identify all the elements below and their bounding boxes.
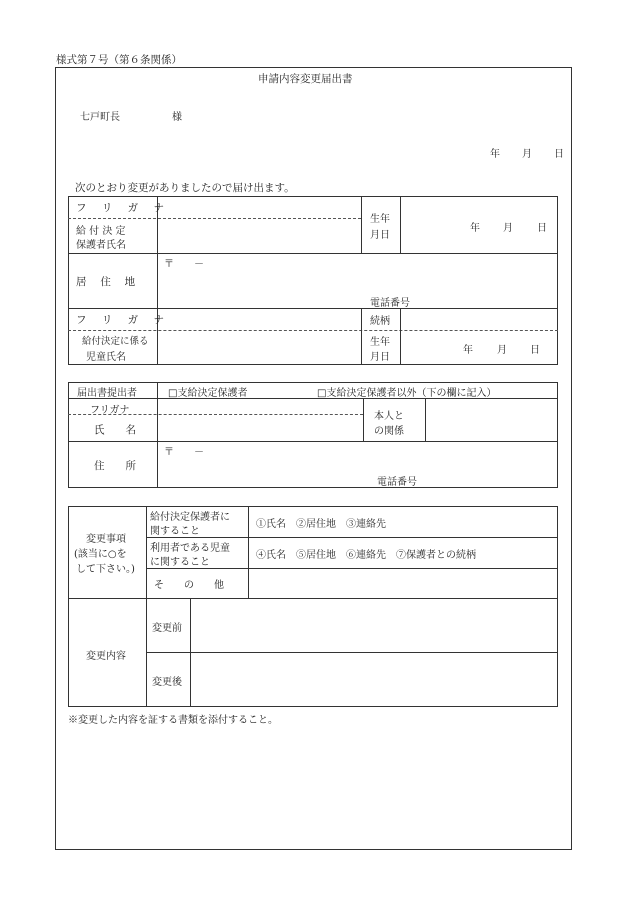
after-label: 変更後 — [152, 677, 182, 688]
submitter-address-label: 住 所 — [94, 460, 136, 472]
guardian-birth-year[interactable]: 年 — [470, 223, 480, 234]
address-postal[interactable]: 〒 － — [164, 259, 204, 270]
intro-text: 次のとおり変更がありましたので届け出ます。 — [75, 182, 295, 194]
child-birth-label-2: 月日 — [370, 352, 390, 363]
child-birth-day[interactable]: 日 — [530, 345, 540, 356]
child-furigana-label: フ リ ガ ナ — [76, 314, 171, 326]
birth-label-1: 生年 — [370, 214, 390, 225]
guardian-label-1: 給 付 決 定 — [76, 226, 126, 237]
child-change-label-2: に関すること — [150, 557, 210, 568]
submitter-option-other[interactable]: □支給決定保護者以外（下の欄に記入） — [317, 388, 497, 399]
change-content-label: 変更内容 — [86, 651, 126, 662]
submitter-label: 届出書提出者 — [77, 388, 137, 399]
child-birth-year[interactable]: 年 — [463, 345, 473, 356]
other-label: そ の 他 — [154, 580, 224, 591]
address-label: 居 住 地 — [76, 276, 136, 288]
child-birth-month[interactable]: 月 — [497, 345, 507, 356]
before-label: 変更前 — [152, 623, 182, 634]
addressee-name: 七戸町長 — [80, 112, 120, 123]
submitter-postal[interactable]: 〒 － — [164, 447, 204, 458]
addressee-honorific: 様 — [172, 112, 182, 123]
submitter-furigana-label: フリガナ — [90, 405, 130, 416]
relation-label: 続柄 — [370, 316, 390, 327]
date-day[interactable]: 日 — [554, 149, 564, 160]
date-month[interactable]: 月 — [522, 149, 532, 160]
guardian-birth-day[interactable]: 日 — [537, 223, 547, 234]
form-number: 様式第７号（第６条関係） — [56, 54, 182, 66]
submitter-option-guardian[interactable]: □支給決定保護者 — [168, 388, 248, 399]
guardian-change-options[interactable]: ①氏名 ②居住地 ③連絡先 — [256, 519, 386, 530]
submitter-phone-label: 電話番号 — [377, 477, 417, 488]
child-label-2: 児童氏名 — [86, 352, 126, 363]
child-birth-label-1: 生年 — [370, 337, 390, 348]
form-title: 申請内容変更届出書 — [258, 73, 353, 85]
change-items-label-2: (該当に○を — [74, 549, 127, 560]
footnote: ※変更した内容を証する書類を添付すること。 — [68, 715, 278, 726]
child-change-label-1: 利用者である児童 — [150, 543, 230, 554]
guardian-label-2: 保護者氏名 — [76, 240, 126, 251]
birth-label-2: 月日 — [370, 230, 390, 241]
child-label-1: 給付決定に係る — [82, 336, 149, 347]
guardian-change-label-1: 給付決定保護者に — [150, 512, 230, 523]
submitter-relation-label-2: の関係 — [374, 426, 404, 437]
change-items-label-3: して下さい。) — [76, 564, 135, 575]
guardian-furigana-label: フ リ ガ ナ — [76, 202, 171, 214]
change-items-label-1: 変更事項 — [86, 534, 126, 545]
address-phone-label: 電話番号 — [370, 298, 410, 309]
submitter-name-label: 氏 名 — [94, 424, 136, 436]
guardian-change-label-2: 関すること — [150, 526, 200, 537]
child-change-options[interactable]: ④氏名 ⑤居住地 ⑥連絡先 ⑦保護者との続柄 — [256, 550, 476, 561]
submitter-relation-label-1: 本人と — [374, 411, 404, 422]
date-year[interactable]: 年 — [490, 149, 500, 160]
guardian-birth-month[interactable]: 月 — [503, 223, 513, 234]
